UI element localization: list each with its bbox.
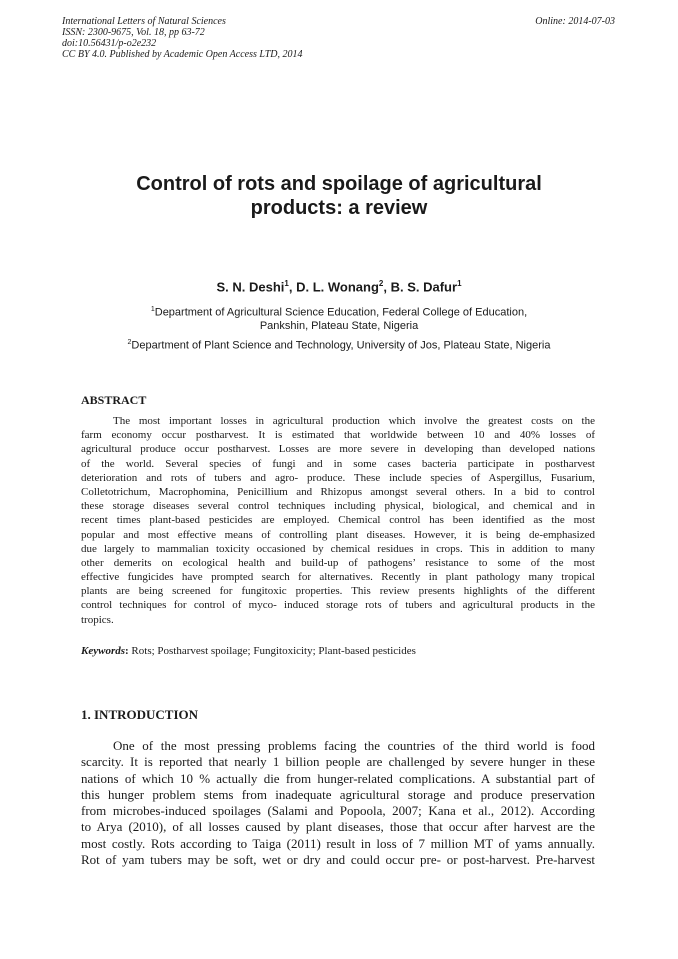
paper-title-line-1: Control of rots and spoilage of agricultural xyxy=(136,173,542,195)
introduction-line: to Arya (2010), of all losses caused by plant diseases, those that occur after harvest are the xyxy=(81,819,595,835)
author-name: D. L. Wonang xyxy=(296,279,379,295)
abstract-line: plants are being screened for fungitoxic properties. This review presents highlights of the different xyxy=(81,585,595,598)
online-date: Online: 2014-07-03 xyxy=(535,16,615,27)
keywords-label: Keywords xyxy=(81,645,125,657)
journal-license: CC BY 4.0. Published by Academic Open Access LTD, 2014 xyxy=(62,49,303,60)
author-affiliation-mark: 1 xyxy=(457,279,462,288)
abstract-line: these storage diseases several control techniques including physical, biological, and chemical and in xyxy=(81,500,595,513)
author-separator: , xyxy=(383,279,391,295)
abstract-line: farm economy occur postharvest. It is estimated that worldwide between 10 and 40% losses of xyxy=(81,429,595,442)
section-heading-introduction: 1. INTRODUCTION xyxy=(81,707,199,722)
author-affiliation-mark: 2 xyxy=(378,279,384,288)
journal-header xyxy=(62,16,303,60)
abstract-body xyxy=(81,414,595,627)
abstract-line: due largely to mammalian toxicity occasioned by chemical residues in crops. This in addition to many xyxy=(81,542,595,555)
abstract-line: of the world. Several species of fungi and in some cases bacteria participate in postharvest xyxy=(81,457,595,470)
author-separator: , xyxy=(288,279,297,295)
keywords-text: Rots; Postharvest spoilage; Fungitoxicity; Plant-based pesticides xyxy=(128,645,416,657)
abstract-line: control techniques for control of myco- induced storage rots of tubers and agricultural products in the xyxy=(81,599,595,612)
affiliation-mark: 2 xyxy=(127,339,132,346)
journal-issn: ISSN: 2300-9675, Vol. 18, pp 63-72 xyxy=(62,27,205,38)
affiliation-mark: 1 xyxy=(150,306,155,313)
abstract-line: Colletotrichum, Macrophomina, Penicillium and Rhizopus amongst several others. In a bid to control xyxy=(81,485,595,498)
introduction-line: nations of which 10 % actually die from hunger-related complications. A substantial part of xyxy=(81,770,595,786)
affiliation-text: Department of Agricultural Science Education, Federal College of Education, xyxy=(154,306,528,319)
abstract-line: agricultural produce occur postharvest. Losses are more severe in developing than developed nations xyxy=(81,443,595,456)
abstract-line: deterioration and rots of tubers and agro- produce. These include species of Aspergillus, Fusarium, xyxy=(81,471,595,484)
introduction-line: One of the most pressing problems facing the countries of the third world is food xyxy=(113,738,595,753)
introduction-line: this hunger problem stems from inadequate agricultural storage and produce preservation xyxy=(81,786,595,802)
journal-name: International Letters of Natural Sciences xyxy=(62,16,226,27)
author-list xyxy=(80,279,598,294)
affiliation-text: Pankshin, Plateau State, Nigeria xyxy=(259,319,419,332)
introduction-line: most costly. Rots according to Taiga (2011) result in loss of 7 million MT of yams annually. xyxy=(81,835,595,851)
affiliation xyxy=(60,336,618,353)
author-name: S. N. Deshi xyxy=(216,279,285,295)
keywords xyxy=(81,645,416,657)
paper-title xyxy=(80,172,598,220)
introduction-line: Rot of yam tubers may be soft, wet or dry and could occur pre- or post-harvest. Pre-harvest xyxy=(81,852,595,868)
affiliation-text: Department of Plant Science and Technology, University of Jos, Plateau State, Nigeria xyxy=(131,339,551,352)
abstract-line: effective fungicides have prompted search for alternatives. Recently in plant pathology many tropical xyxy=(81,571,595,584)
introduction-body xyxy=(81,738,595,868)
abstract-line: other demerits on ecological health and build-up of pathogens’ resistance to some of the most xyxy=(81,556,595,569)
abstract-line: tropics. xyxy=(81,613,114,626)
affiliation xyxy=(60,303,618,333)
abstract-line: The most important losses in agricultural production which involve the greatest costs on the xyxy=(113,415,595,427)
abstract-line: recent times plant-based pesticides are employed. Chemical control has been identified as the most xyxy=(81,514,595,527)
abstract-line: popular and most effective means of controlling plant diseases. However, it is being de-emphasized xyxy=(81,528,595,541)
paper-title-line-2: products: a review xyxy=(250,197,428,219)
introduction-line: from microbes-induced spoilages (Salami and Popoola, 2007; Kana et al., 2012). According xyxy=(81,803,595,819)
introduction-line: scarcity. It is reported that nearly 1 billion people are challenged by severe hunger in these xyxy=(81,754,595,770)
author-name: B. S. Dafur xyxy=(390,279,458,295)
author-affiliation-mark: 1 xyxy=(284,279,289,288)
abstract-heading: ABSTRACT xyxy=(81,393,147,407)
keywords-colon: : xyxy=(125,645,129,657)
journal-doi: doi:10.56431/p-o2e232 xyxy=(62,38,157,49)
